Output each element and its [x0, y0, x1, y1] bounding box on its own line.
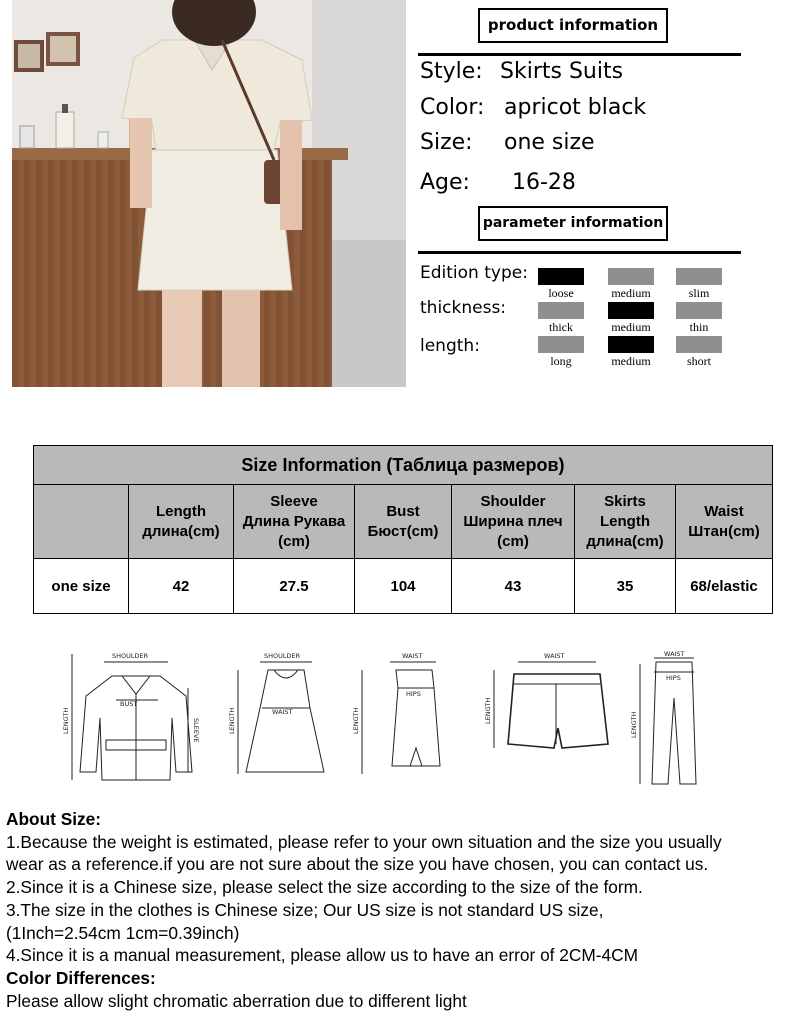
info-key: Color: [420, 95, 485, 120]
table-header-cell: Length длина(cm) [129, 485, 234, 559]
info-row-style [420, 59, 624, 84]
info-row-color [420, 95, 647, 120]
option-swatch [538, 336, 584, 353]
divider [418, 251, 741, 254]
model-photo-illustration [12, 0, 406, 387]
table-cell: 35 [575, 559, 676, 614]
table-row [34, 559, 773, 614]
option-label: long [550, 354, 572, 368]
info-value: one size [504, 130, 595, 155]
product-photo [12, 0, 406, 387]
diagram-label: WAIST [402, 652, 423, 660]
option-swatch [608, 336, 654, 353]
option-swatch [538, 302, 584, 319]
table-header-cell: Sleeve Длина Рукава (cm) [234, 485, 355, 559]
dress-diagram [238, 662, 324, 774]
jacket-diagram [72, 654, 192, 780]
info-value: 16-28 [512, 170, 576, 195]
option-label: medium [611, 286, 651, 300]
skirt-diagram [362, 662, 440, 774]
about-size-heading: About Size: [6, 809, 102, 829]
param-label-length: length: [420, 336, 480, 356]
info-key: Age: [420, 170, 470, 195]
diagram-label: HIPS [666, 674, 681, 682]
option-label: slim [688, 286, 710, 300]
diagram-label: HIPS [406, 690, 421, 698]
about-line: (1Inch=2.54cm 1cm=0.39inch) [6, 922, 240, 943]
option-label: medium [611, 320, 651, 334]
table-cell: 27.5 [234, 559, 355, 614]
info-key: Size: [420, 130, 473, 155]
info-row-size [420, 130, 595, 155]
table-header-cell: Waist Штан(cm) [676, 485, 773, 559]
size-table [33, 445, 773, 614]
size-table-header [34, 485, 773, 559]
size-table-title: Size Information (Таблица размеров) [34, 446, 773, 485]
table-header-cell [34, 485, 129, 559]
param-label-thickness: thickness: [420, 298, 507, 318]
table-cell: 68/elastic [676, 559, 773, 614]
product-information-title: product information [478, 8, 668, 43]
info-value: apricot black [504, 95, 647, 120]
diagram-label: LENGTH [630, 711, 638, 738]
diagram-label: SLEEVE [192, 718, 200, 743]
option-label: loose [548, 286, 574, 300]
option-swatch [676, 268, 722, 285]
diagram-label: WAIST [664, 650, 685, 658]
parameter-information-title: parameter information [478, 206, 668, 241]
garment-measurement-diagrams [60, 648, 750, 790]
table-cell: one size [34, 559, 129, 614]
option-label: thin [689, 320, 709, 334]
param-label-edition-type: Edition type: [420, 263, 528, 283]
divider [418, 53, 741, 56]
about-line: 1.Because the weight is estimated, please refer to your own situation and the size you usually [6, 831, 722, 852]
table-header-cell: Bust Бюст(cm) [355, 485, 452, 559]
color-differences-heading: Color Differences: [6, 967, 156, 988]
option-swatch [608, 268, 654, 285]
color-differences-line: Please allow slight chromatic aberration due to different light [6, 990, 467, 1011]
option-swatch [608, 302, 654, 319]
diagram-label: LENGTH [484, 697, 492, 724]
table-cell: 42 [129, 559, 234, 614]
diagram-label: WAIST [544, 652, 565, 660]
info-value: Skirts Suits [500, 59, 624, 84]
option-label: thick [549, 320, 573, 334]
about-size-section [6, 808, 798, 1012]
diagram-label: LENGTH [62, 707, 70, 734]
table-header-cell: Shoulder Ширина плеч (cm) [452, 485, 575, 559]
shorts-diagram [494, 662, 608, 748]
diagram-label: WAIST [272, 708, 293, 716]
option-swatch [676, 302, 722, 319]
table-header-cell: Skirts Length длина(cm) [575, 485, 676, 559]
info-row-age [420, 170, 576, 195]
diagram-label: LENGTH [352, 707, 360, 734]
option-label: medium [611, 354, 651, 368]
about-line: 4.Since it is a manual measurement, please allow us to have an error of 2CM-4CM [6, 945, 639, 966]
info-key: Style: [420, 59, 483, 84]
table-cell: 104 [355, 559, 452, 614]
about-line: 3.The size in the clothes is Chinese size; Our US size is not standard US size, [6, 899, 604, 920]
about-line: wear as a reference.if you are not sure about the size you have chosen, you can contact us. [6, 854, 709, 875]
about-line: 2.Since it is a Chinese size, please select the size according to the size of the form. [6, 877, 643, 898]
diagram-label: SHOULDER [264, 652, 301, 660]
option-label: short [687, 354, 711, 368]
option-swatch [676, 336, 722, 353]
diagram-label: LENGTH [228, 707, 236, 734]
diagram-label: BUST [120, 700, 138, 708]
table-cell: 43 [452, 559, 575, 614]
option-swatch [538, 268, 584, 285]
diagram-label: SHOULDER [112, 652, 149, 660]
